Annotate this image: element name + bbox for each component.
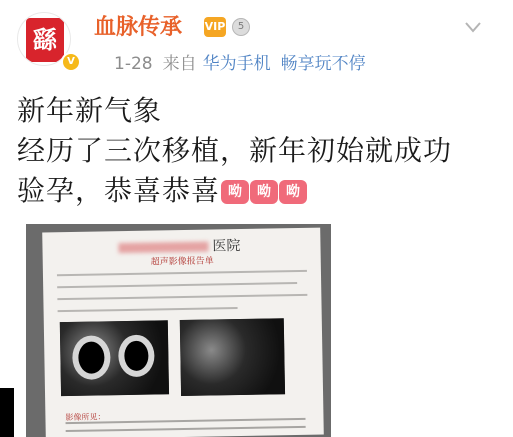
device-slogan-link[interactable]: 畅享玩不停 — [280, 54, 366, 74]
ultrasound-image-left — [60, 320, 169, 396]
report-info-line — [57, 294, 307, 300]
vip-badge-icon[interactable]: VIP — [204, 17, 226, 37]
verified-icon: V — [61, 52, 81, 72]
redacted-hospital-name — [118, 242, 208, 254]
post-date: 1-28 — [114, 54, 153, 74]
author-name[interactable]: 血脉传承 — [94, 15, 183, 40]
ultrasound-image-right — [180, 318, 285, 396]
post-photo[interactable] — [26, 224, 331, 437]
avatar-glyph: 繇 — [33, 25, 57, 54]
yo-emoji-icon: 呦 — [250, 180, 278, 204]
report-info-line — [57, 270, 307, 276]
level-badge-icon[interactable]: 5 — [232, 18, 250, 36]
post-text-line-3 — [17, 172, 307, 210]
source-label: 来自 — [162, 54, 197, 74]
report-info-line — [58, 307, 238, 312]
yo-emoji-icon: 呦 — [279, 180, 307, 204]
screen-edge — [0, 388, 14, 437]
report-title: 超声影像报告单 — [150, 256, 214, 268]
post-meta — [114, 53, 366, 75]
avatar-logo — [26, 18, 64, 62]
post-text-line-2: 经历了三次移植，新年初始就成功 — [17, 134, 453, 167]
device-link[interactable]: 华为手机 — [202, 54, 271, 74]
findings-label: 影像所见： — [65, 412, 106, 423]
report-hospital: 医院 — [212, 237, 241, 255]
post-text-line-1: 新年新气象 — [17, 94, 163, 127]
ultrasound-report — [42, 228, 324, 437]
post-text-line-3-text: 验孕，恭喜恭喜 — [17, 174, 221, 207]
report-text-line — [66, 426, 306, 432]
yo-emoji-icon: 呦 — [221, 180, 249, 204]
chevron-down-icon[interactable] — [464, 20, 482, 34]
report-info-line — [57, 282, 297, 288]
